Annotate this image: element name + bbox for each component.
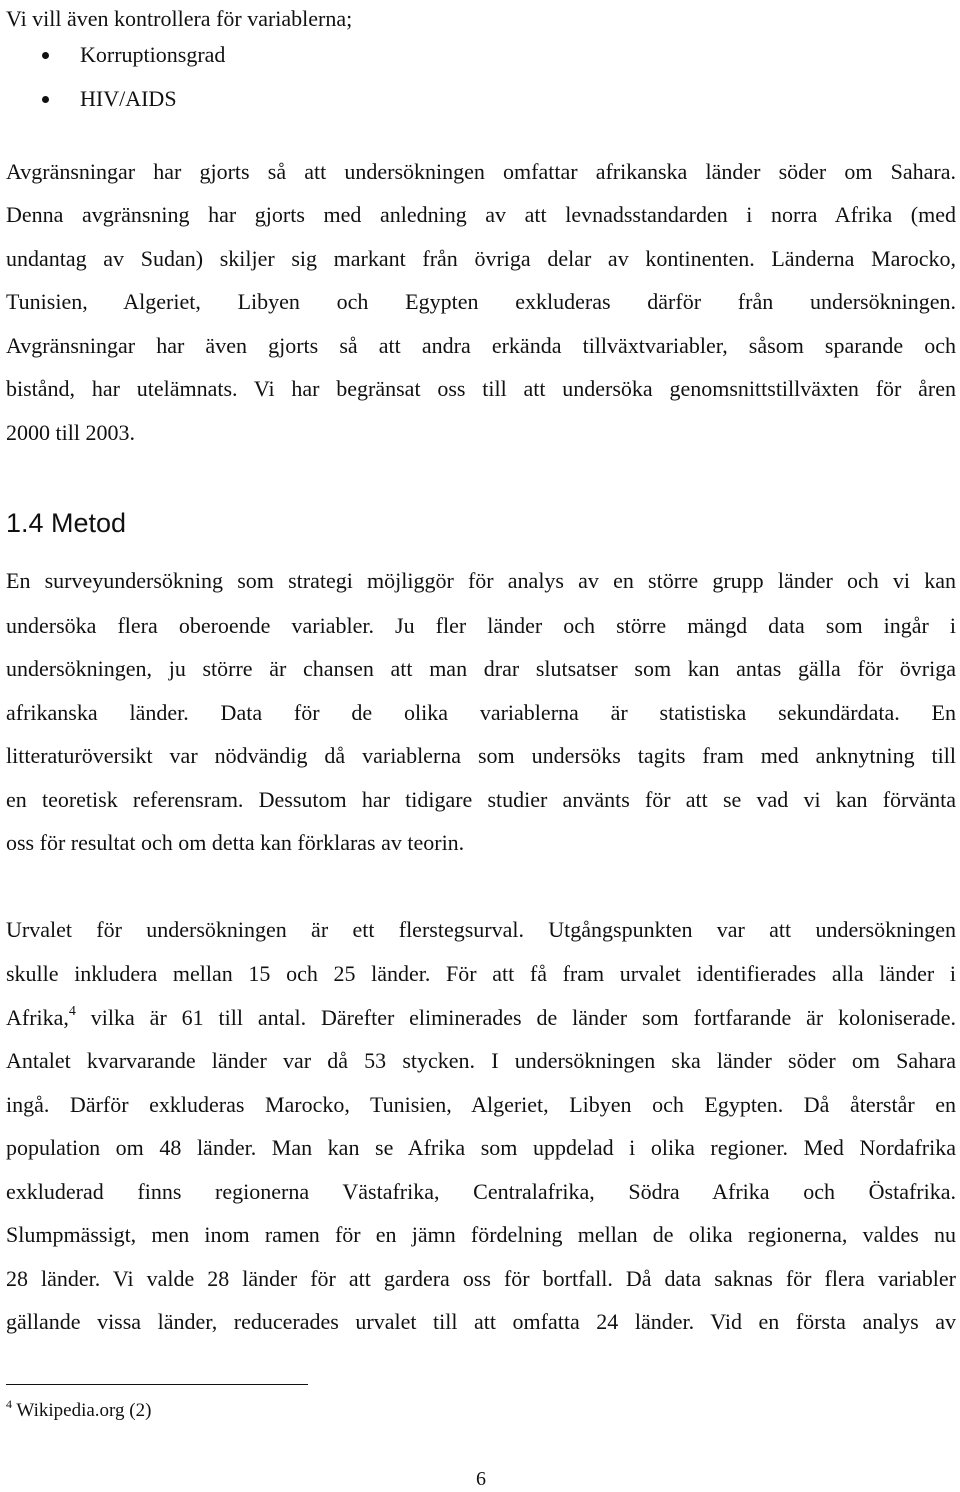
paragraph-line: ingå. Därför exkluderas Marocko, Tunisien, Algeriet, Libyen och Egypten. Då återstår en — [6, 1092, 956, 1117]
paragraph-line: population om 48 länder. Man kan se Afrika som uppdelad i olika regioner. Med Nordafrika — [6, 1135, 956, 1160]
bullet-text: HIV/AIDS — [80, 86, 177, 111]
paragraph-line: 28 länder. Vi valde 28 länder för att gardera oss för bortfall. Då data saknas för flera variabler — [6, 1266, 956, 1291]
paragraph-line — [6, 1003, 956, 1033]
paragraph-line: afrikanska länder. Data för de olika variablerna är statistiska sekundärdata. En — [6, 700, 956, 725]
paragraph-line: litteraturöversikt var nödvändig då variablerna som undersöks tagits fram med anknytning till — [6, 743, 956, 768]
paragraph-text: Afrika, — [6, 1005, 69, 1030]
paragraph-line: oss för resultat och om detta kan förklaras av teorin. — [6, 830, 465, 855]
paragraph-line: Avgränsningar har gjorts så att undersökningen omfattar afrikanska länder söder om Sahara. — [6, 159, 956, 184]
paragraph-line: Urvalet för undersökningen är ett flerstegsurval. Utgångspunkten var att undersökningen — [6, 917, 956, 942]
paragraph-line: En surveyundersökning som strategi möjliggör för analys av en större grupp länder och vi kan — [6, 568, 956, 593]
footnote-divider — [6, 1384, 308, 1385]
bullet-icon — [42, 96, 49, 103]
bullet-text: Korruptionsgrad — [80, 42, 226, 67]
footnote-text: Wikipedia.org (2) — [12, 1400, 152, 1421]
paragraph-line: Tunisien, Algeriet, Libyen och Egypten exkluderas därför från undersökningen. — [6, 289, 956, 314]
paragraph-line: Antalet kvarvarande länder var då 53 stycken. I undersökningen ska länder söder om Sahara — [6, 1048, 956, 1073]
paragraph-line: undantag av Sudan) skiljer sig markant från övriga delar av kontinenten. Länderna Marocko, — [6, 246, 956, 271]
paragraph-line: en teoretisk referensram. Dessutom har tidigare studier använts för att se vad vi kan förvänta — [6, 787, 956, 812]
bullet-icon — [42, 52, 49, 59]
paragraph-line: gällande vissa länder, reducerades urvalet till att omfatta 24 länder. Vid en första analys av — [6, 1309, 956, 1334]
paragraph-line: Denna avgränsning har gjorts med anledning av att levnadsstandarden i norra Afrika (med — [6, 202, 956, 227]
footnote-number: 4 — [6, 1397, 12, 1411]
section-heading: 1.4 Metod — [6, 508, 127, 538]
paragraph-line: undersöka flera oberoende variabler. Ju fler länder och större mängd data som ingår i — [6, 613, 956, 638]
paragraph-line: exkluderad finns regionerna Västafrika, Centralafrika, Södra Afrika och Östafrika. — [6, 1179, 956, 1204]
footnote — [6, 1399, 151, 1423]
paragraph-line: 2000 till 2003. — [6, 420, 135, 445]
paragraph-line: Avgränsningar har även gjorts så att andra erkända tillväxtvariabler, såsom sparande och — [6, 333, 956, 358]
paragraph-line: skulle inkludera mellan 15 och 25 länder. För att få fram urvalet identifierades alla länder i — [6, 961, 956, 986]
paragraph-line: bistånd, har utelämnats. Vi har begränsat oss till att undersöka genomsnittstillväxten för åren — [6, 376, 956, 401]
paragraph-line: undersökningen, ju större är chansen att man drar slutsatser som kan antas gälla för övriga — [6, 656, 956, 681]
paragraph-line: Slumpmässigt, men inom ramen för en jämn fördelning mellan de olika regionerna, valdes nu — [6, 1222, 956, 1247]
footnote-reference[interactable]: 4 — [68, 1004, 76, 1019]
page-number: 6 — [476, 1468, 486, 1490]
paragraph-text: vilka är 61 till antal. Därefter eliminerades de länder som fortfarande är koloniserade. — [75, 1005, 956, 1030]
intro-line: Vi vill även kontrollera för variablerna; — [6, 6, 353, 31]
